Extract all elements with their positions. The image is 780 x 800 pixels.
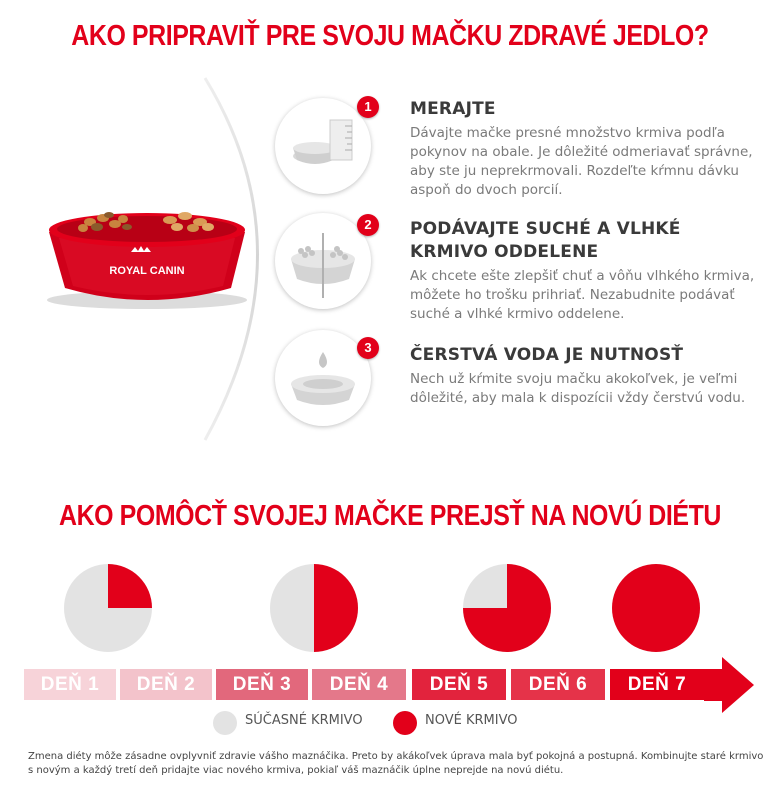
legend-new-dot (393, 711, 417, 735)
brand-text: ROYAL CANIN (109, 265, 185, 277)
day-bar-4: DEŇ 4 (312, 669, 406, 700)
pie-day-1 (63, 563, 153, 653)
pie-new-slice (108, 564, 152, 608)
step-2 (410, 218, 760, 324)
pie-new-slice (314, 564, 358, 652)
day-bar-5: DEŇ 5 (412, 669, 506, 700)
legend-new-label: NOVÉ KRMIVO (425, 713, 518, 728)
day-bar-6: DEŇ 6 (511, 669, 605, 700)
step-3 (410, 344, 760, 408)
step-1 (410, 98, 760, 200)
section-title: AKO POMÔCŤ SVOJEJ MAČKE PREJSŤ NA NOVÚ DIÉTU (59, 500, 721, 532)
pie-day-3 (269, 563, 359, 653)
legend-current-label: SÚČASNÉ KRMIVO (245, 713, 363, 728)
royal-canin-bowl-icon (35, 200, 255, 315)
arrow-right-icon (704, 657, 756, 713)
step-3-text: Nech už kŕmite svoju mačku akokoľvek, je veľmi dôležité, aby mala k dispozícii vždy čerstvú vodu. (410, 371, 746, 406)
step-3-number: 3 (357, 337, 379, 359)
pie-new-slice (612, 564, 700, 652)
measuring-bowl-icon (275, 98, 371, 194)
step-3-title: ČERSTVÁ VODA JE NUTNOSŤ (410, 345, 684, 365)
step-1-text: Dávajte mačke presné množstvo krmiva podľa pokynov na obale. Je dôležité odmeriavať správne, aby ste ju neprekrmovali. Rozdeľte kŕmnu dávku aspoň do dvoch porcií. (410, 125, 753, 198)
step-2-number: 2 (357, 214, 379, 236)
step-1-number: 1 (357, 96, 379, 118)
day-bar-7: DEŇ 7 (610, 669, 704, 700)
page-title: AKO PRIPRAVIŤ PRE SVOJU MAČKU ZDRAVÉ JEDLO? (71, 20, 709, 52)
footnote: Zmena diéty môže zásadne ovplyvniť zdravie vášho maznáčika. Preto by akákoľvek úprava mala byť pokojná a postupná. Kombinujte staré krmivo s novým a každý tretí deň pridajte viac nového krmiva, pokiaľ váš maznáčik úplne neprejde na novú diétu. (28, 751, 764, 776)
step-1-title: MERAJTE (410, 99, 496, 119)
day-bar-2: DEŇ 2 (120, 669, 212, 700)
legend-current-dot (213, 711, 237, 735)
step-2-text: Ak chcete ešte zlepšiť chuť a vôňu vlhkého krmiva, môžete ho trošku prihriať. Nezabudnite podávať suché a vlhké krmivo oddelene. (410, 268, 755, 322)
day-bar-3: DEŇ 3 (216, 669, 308, 700)
step-2-title: PODÁVAJTE SUCHÉ A VLHKÉ KRMIVO ODDELENE (410, 219, 681, 262)
pie-day-5 (462, 563, 552, 653)
pie-day-7 (611, 563, 701, 653)
day-bar-1: DEŇ 1 (24, 669, 116, 700)
